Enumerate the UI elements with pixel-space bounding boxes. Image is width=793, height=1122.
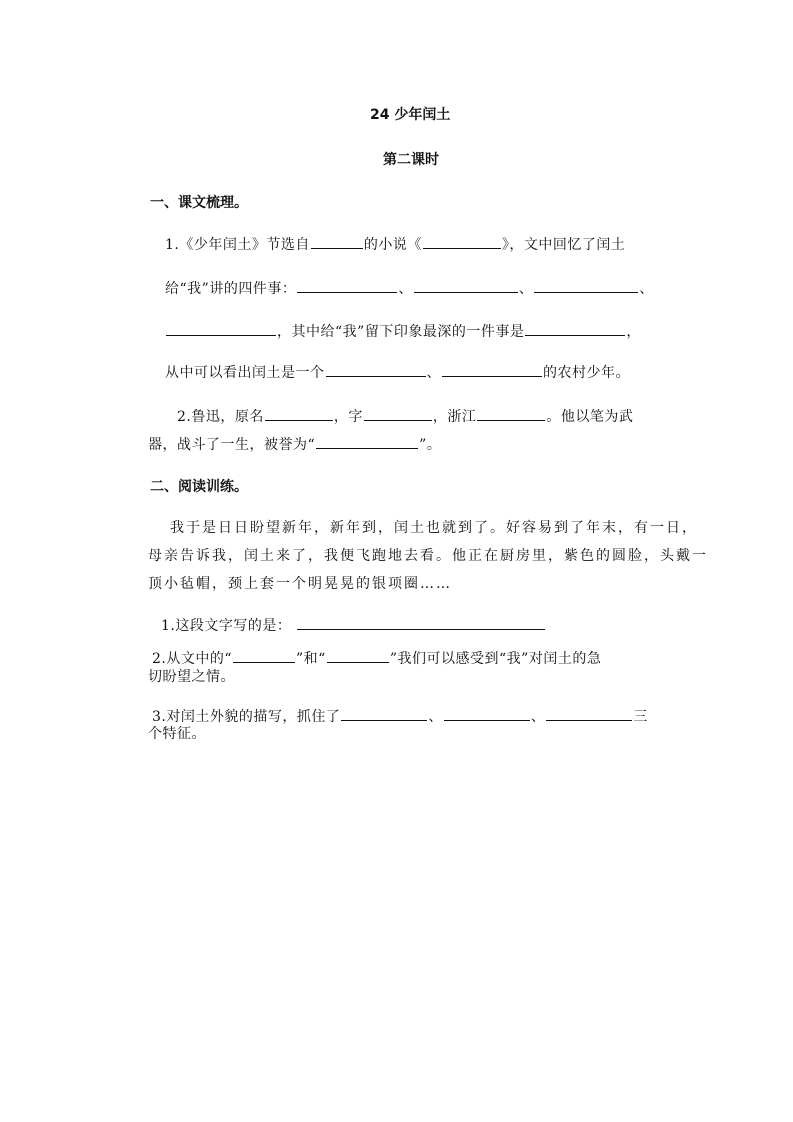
s2-q1-line xyxy=(161,614,546,636)
text: 1.这段文字写的是： xyxy=(161,618,292,634)
s2-q3-line2: 个特征。 xyxy=(148,726,206,742)
separator: 、 xyxy=(426,365,441,381)
answer-blank-courtesy-name[interactable] xyxy=(364,405,432,421)
answer-blank-feature-1[interactable] xyxy=(341,705,427,721)
text: 器，战斗了一生，被誉为“ xyxy=(148,437,316,453)
answer-blank-event-4[interactable] xyxy=(166,320,276,336)
answer-blank-feature-2[interactable] xyxy=(444,705,530,721)
answer-blank-event-1[interactable] xyxy=(297,277,397,293)
text: 给“我”讲的四件事： xyxy=(165,281,297,297)
page-subtitle: 第二课时 xyxy=(383,152,439,168)
answer-blank-trait-2[interactable] xyxy=(442,361,542,377)
separator: 、 xyxy=(530,709,546,725)
separator: 、 xyxy=(428,709,443,725)
text: 》，文中回忆了闰土 xyxy=(501,237,626,253)
answer-blank-trait-1[interactable] xyxy=(326,361,426,377)
text: ，浙江 xyxy=(432,409,477,425)
text: ，其中给“我”留下印象最深的一件事是 xyxy=(277,324,525,340)
answer-blank-word-1[interactable] xyxy=(233,647,295,663)
answer-blank-word-2[interactable] xyxy=(327,647,389,663)
text: 2.从文中的“ xyxy=(152,651,233,667)
text: 2.鲁迅，原名 xyxy=(177,409,264,425)
text: ”和“ xyxy=(296,651,326,667)
section-heading-1: 一、课文梳理。 xyxy=(150,195,248,211)
answer-blank-honor[interactable] xyxy=(316,433,418,449)
passage-line-3: 顶小毡帽，颈上套一个明晃晃的银项圈…… xyxy=(148,576,452,592)
answer-blank-original-name[interactable] xyxy=(265,405,333,421)
text: 的小说《 xyxy=(363,237,422,253)
answer-blank-event-3[interactable] xyxy=(534,277,638,293)
s1-q1-line3 xyxy=(165,320,641,342)
page-title: 24 少年闰土 xyxy=(370,107,451,123)
text: ，字 xyxy=(333,409,363,425)
answer-blank-feature-3[interactable] xyxy=(546,705,632,721)
answer-blank-novel[interactable] xyxy=(423,233,501,249)
text: ， xyxy=(626,324,641,340)
answer-blank-summary[interactable] xyxy=(297,614,545,630)
separator: 、 xyxy=(639,281,654,297)
s1-q2-line2 xyxy=(148,433,441,455)
s1-q1-line2 xyxy=(165,277,654,299)
text: ”我们可以感受到“我”对闰土的急 xyxy=(389,651,602,667)
answer-blank-author[interactable] xyxy=(311,233,363,249)
s2-q2-line2: 切盼望之情。 xyxy=(148,669,235,685)
text: 的农村少年。 xyxy=(543,365,630,381)
text: 三 xyxy=(633,709,648,725)
answer-blank-deepest-event[interactable] xyxy=(525,320,625,336)
s2-q2-line1 xyxy=(152,647,601,669)
s2-q3-line1 xyxy=(152,705,648,727)
s1-q1-line1 xyxy=(165,233,625,255)
text: 从中可以看出闰土是一个 xyxy=(165,365,325,381)
text: 1.《少年闰土》节选自 xyxy=(165,237,310,253)
text: ”。 xyxy=(419,437,442,453)
separator: 、 xyxy=(518,281,534,297)
text: 。他以笔为武 xyxy=(546,409,634,425)
text: 3.对闰土外貌的描写，抓住了 xyxy=(152,709,341,725)
s1-q1-line4 xyxy=(165,361,630,383)
s1-q2-line1 xyxy=(177,405,633,427)
answer-blank-hometown[interactable] xyxy=(477,405,545,421)
answer-blank-event-2[interactable] xyxy=(414,277,518,293)
separator: 、 xyxy=(398,281,413,297)
passage-line-1: 我于是日日盼望新年，新年到，闰土也就到了。好容易到了年末，有一日， xyxy=(170,520,698,536)
section-heading-2: 二、阅读训练。 xyxy=(150,479,248,495)
passage-line-2: 母亲告诉我，闰土来了，我便飞跑地去看。他正在厨房里，紫色的圆脸，头戴一 xyxy=(148,548,708,564)
